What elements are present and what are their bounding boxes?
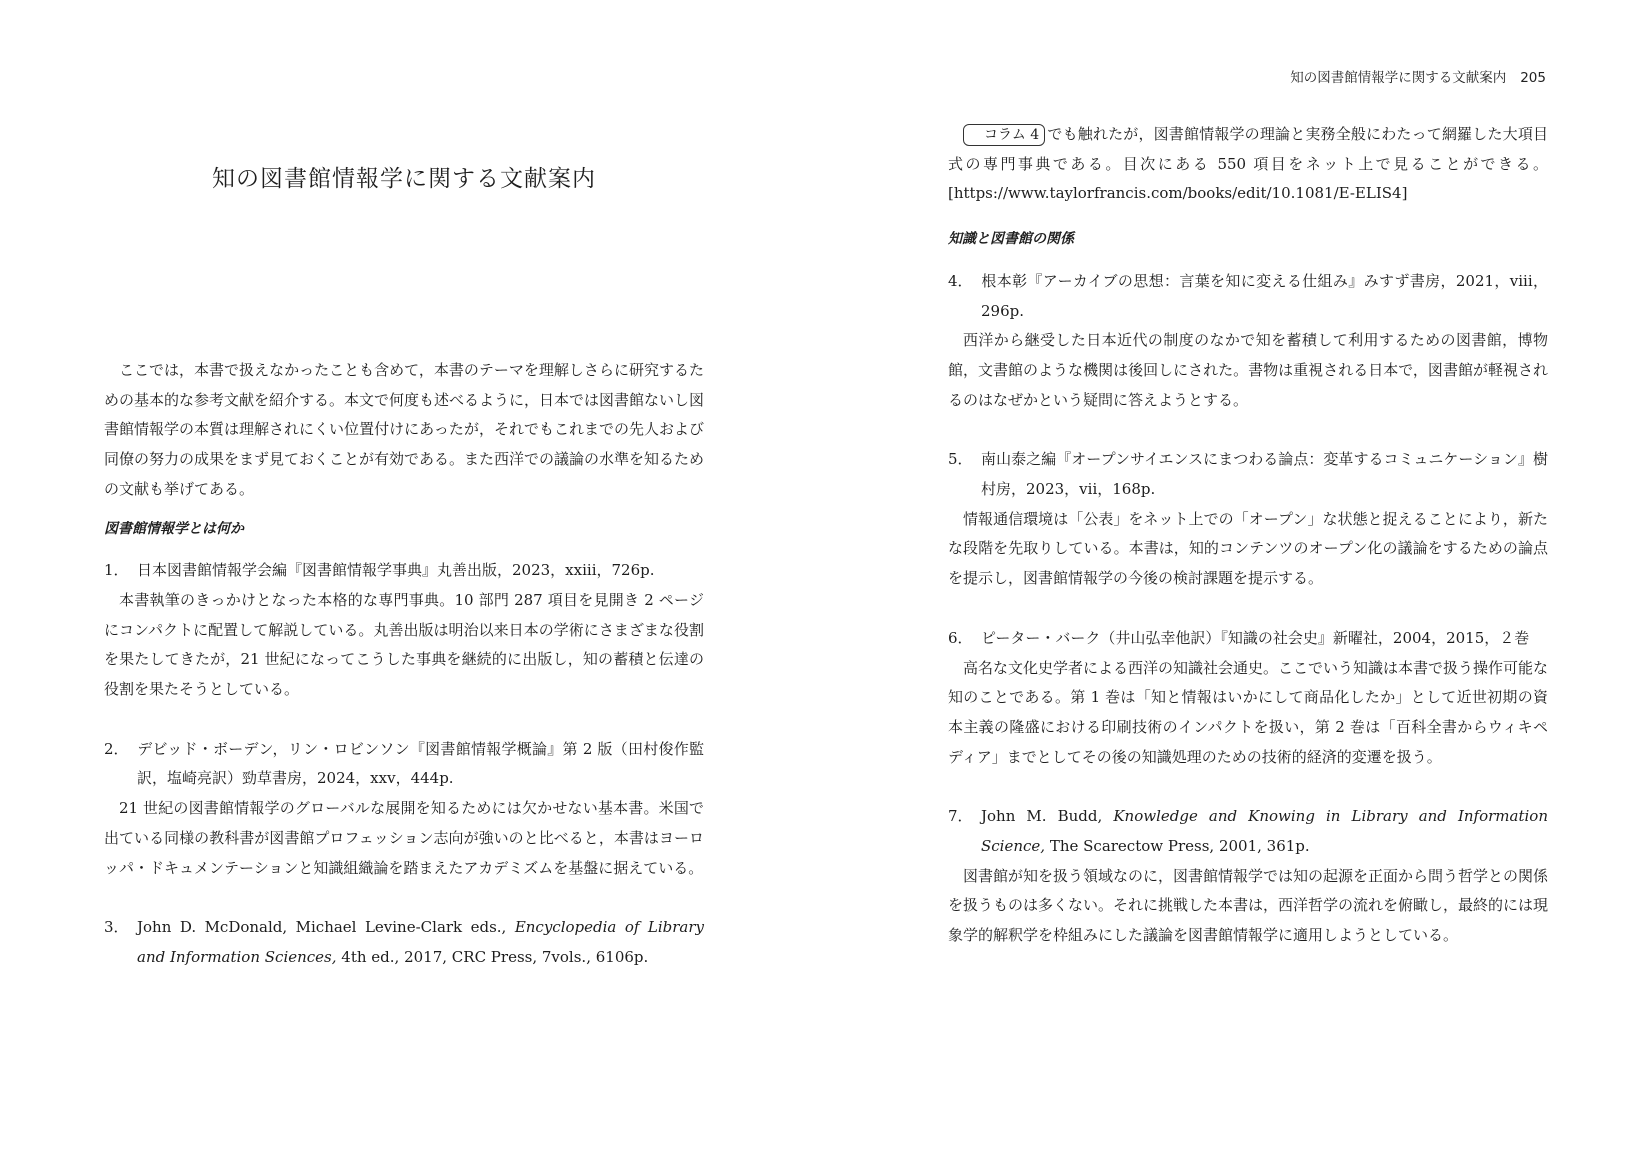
reference-entry-7: [948, 802, 1548, 951]
reference-citation: [948, 445, 1548, 504]
reference-entry-2: [104, 735, 704, 884]
citation-text: 南山泰之編『オープンサイエンスにまつわる論点：変革するコミュニケーション』樹村房，2023，vii，168p.: [981, 450, 1548, 499]
reference-description: 西洋から継受した日本近代の制度のなかで知を蓄積して利用するための図書館，博物館，文書館のような機関は後回しにされた。書物は重視される日本で，図書館が軽視されるのはなぜかという疑問に答えようとする。: [948, 331, 1548, 409]
reference-citation: [104, 913, 704, 972]
continued-paragraph: [948, 120, 1548, 209]
reference-number: 7．: [948, 807, 973, 826]
reference-description: 本書執筆のきっかけとなった本格的な専門事典。10 部門 287 項目を見開き 2 ページにコンパクトに配置して解説している。丸善出版は明治以来日本の学術にさまざまな役割を果たしてきたが，21 世紀になってこうした事典を継続的に出版し，知の蓄積と伝達の役割を果たそうとしている。: [104, 590, 704, 699]
citation-publication: The Scarectow Press, 2001, 361p.: [1045, 837, 1310, 856]
reference-citation: [948, 802, 1548, 861]
reference-description: 図書館が知を扱う領域なのに，図書館情報学では知の起源を正面から問う哲学との関係を扱うものは多くない。それに挑戦した本書は，西洋哲学の流れを俯瞰し，最終的には現象学的解釈学を枠組みにした議論を図書館情報学に適用しようとしている。: [948, 866, 1549, 945]
intro-paragraph: ここでは，本書で扱えなかったことも含めて，本書のテーマを理解しさらに研究するための基本的な参考文献を紹介する。本文で何度も述べるように，日本では図書館ないし図書館情報学の本質は理解されにくい位置付けにあったが，それでもこれまでの先人および同僚の努力の成果をまず見ておくことが有効である。また西洋での議論の水準を知るための文献も挙げてある。: [104, 361, 705, 498]
citation-title: Encyclopedia of Library and Information Sciences,: [137, 918, 704, 966]
running-head: [1290, 66, 1546, 86]
running-head-title: 知の図書館情報学に関する文献案内: [1290, 70, 1507, 86]
reference-entry-1: [104, 556, 704, 705]
citation-title: Knowledge and Knowing in Library and Information Science,: [981, 807, 1548, 856]
reference-citation: [104, 735, 704, 794]
section-heading-lis: 図書館情報学とは何か: [104, 520, 244, 537]
reference-citation: [104, 556, 704, 586]
reference-number: 5．: [948, 450, 973, 469]
right-page: [818, 0, 1636, 1162]
chapter-title: 知の図書館情報学に関する文献案内: [212, 166, 596, 192]
citation-text: 根本彰『アーカイブの思想：言葉を知に変える仕組み』みすず書房，2021，viii，296p.: [981, 271, 1548, 320]
reference-number: 1．: [104, 561, 129, 580]
citation-authors: John D. McDonald, Michael Levine-Clark eds.,: [137, 918, 515, 937]
citation-text: ピーター・バーク（井山弘幸他訳）『知識の社会史』新曜社，2004，2015，２巻: [981, 628, 1530, 647]
reference-number: 2．: [104, 739, 129, 758]
page-number: 205: [1520, 70, 1546, 86]
reference-number: 6．: [948, 628, 973, 647]
reference-entry-3: [104, 913, 704, 972]
reference-number: 4．: [948, 271, 973, 290]
reference-citation: [948, 624, 1548, 654]
reference-entry-5: [948, 445, 1548, 594]
citation-authors: John M. Budd,: [981, 807, 1114, 826]
reference-citation: [948, 267, 1548, 326]
citation-text: 日本図書館情報学会編『図書館情報学事典』丸善出版，2023，xxiii，726p.: [137, 561, 655, 580]
reference-description: 高名な文化史学者による西洋の知識社会通史。ここでいう知識は本書で扱う操作可能な知のことである。第 1 巻は「知と情報はいかにして商品化したか」として近世初期の資本主義の隆盛における印刷技術のインパクトを扱い，第 2 巻は「百科全書からウィキペディア」までとしてその後の知識処理のための技術的経済的変遷を扱う。: [948, 658, 1549, 766]
citation-publication: 4th ed., 2017, CRC Press, 7vols., 6106p.: [336, 947, 649, 966]
reference-entry-6: [948, 624, 1548, 773]
reference-entry-4: [948, 267, 1548, 416]
reference-description: 情報通信環境は「公表」をネット上での「オープン」な状態と捉えることにより，新たな段階を先取りしている。本書は，知的コンテンツのオープン化の議論をするための論点を提示し，図書館情報学の今後の検討課題を提示する。: [948, 509, 1548, 588]
column-reference-box: コラム 4: [963, 124, 1045, 146]
right-column: [948, 120, 1548, 981]
citation-text: デビッド・ボーデン，リン・ロビンソン『図書館情報学概論』第 2 版（田村俊作監訳，塩崎亮訳）勁草書房，2024，xxv，444p.: [137, 739, 704, 788]
continued-text: でも触れたが，図書館情報学の理論と実務全般にわたって網羅した大項目式の専門事典である。目次にある 550 項目をネット上で見ることができる。[https://www.taylorfrancis.com/books/edit/10.1081/E-ELIS4]: [948, 125, 1548, 203]
section-heading-knowledge: 知識と図書館の関係: [948, 231, 1074, 248]
reference-description: 21 世紀の図書館情報学のグローバルな展開を知るためには欠かせない基本書。米国で出ている同様の教科書が図書館プロフェッション志向が強いのと比べると，本書はヨーロッパ・ドキュメンテーションと知識組織論を踏まえたアカデミズムを基盤に据えている。: [104, 799, 704, 877]
reference-number: 3．: [104, 918, 129, 937]
left-column: [104, 356, 704, 1003]
